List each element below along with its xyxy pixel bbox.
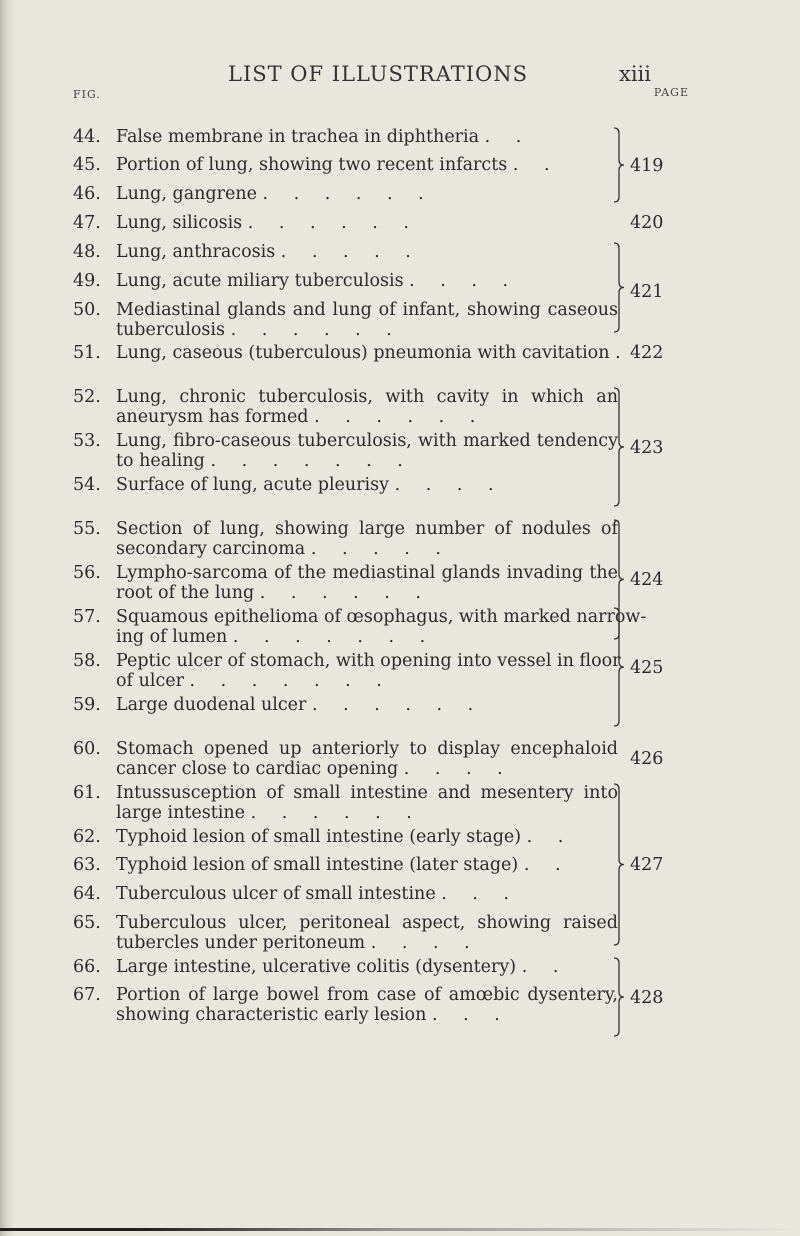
figure-number: 58. [73,651,101,671]
caption-text: Typhoid lesion of small intestine (later stage) [116,855,519,875]
caption-text: root of the lung [116,583,255,603]
figure-number: 51. [73,343,101,363]
caption-text: cancer close to cardiac opening [116,759,399,779]
figure-number: 52. [73,387,101,407]
caption-line: Mediastinal glands and lung of infant, showing caseous [116,300,618,320]
caption-line [116,884,519,904]
dot-leader: . . . . . . [314,407,486,427]
figure-number: 50. [73,300,101,320]
caption-text: of ulcer [116,671,184,691]
right-brace [612,127,626,203]
figure-number: 56. [73,563,101,583]
caption-text: Lung, anthracosis [116,242,276,262]
caption-line-continued [116,671,392,691]
page-column-heading: PAGE [653,86,689,99]
figure-number: 45. [73,155,101,175]
caption-text: to healing [116,451,205,471]
right-brace [612,957,626,1037]
caption-line-continued [116,539,451,559]
dot-leader: . . . . . [280,242,421,262]
caption-text: Tuberculous ulcer of small intestine [116,884,436,904]
page-number: xiii [619,62,651,86]
dot-leader: . . . . [409,271,519,291]
dot-leader: . . . . . . [262,184,434,204]
page-group [612,607,672,727]
caption-line: Lympho-sarcoma of the mediastinal glands invading the [116,563,618,583]
caption-text: Portion of lung, showing two recent infarcts [116,155,508,175]
figure-number: 55. [73,519,101,539]
figure-number: 57. [73,607,101,627]
dot-leader: . . . . . [310,539,451,559]
brace-path [614,608,624,726]
brace-path [614,128,624,202]
figure-number: 65. [73,913,101,933]
caption-line [116,213,419,233]
book-binding-shadow [0,0,14,1236]
dot-leader: . . . . . . . [210,451,413,471]
page-group [612,783,672,946]
dot-leader: . . . . [370,933,480,953]
figure-number: 53. [73,431,101,451]
caption-line-continued [116,320,402,340]
figure-number: 48. [73,242,101,262]
caption-text: tuberculosis [116,320,225,340]
brace-path [614,388,624,506]
fig-column-heading: FIG. [73,88,101,101]
caption-line: Peptic ulcer of stomach, with opening into vessel in floor [116,651,621,671]
caption-line-continued [116,627,435,647]
caption-line [116,127,531,147]
caption-text: Lung, caseous (tuberculous) pneumonia with cavitation [116,343,610,363]
group-page-reference: 424 [630,570,664,590]
caption-text: Lung, silicosis [116,213,243,233]
right-brace [612,387,626,507]
page-reference: 420 [630,213,664,233]
caption-line: Lung, fibro-caseous tuberculosis, with marked tendency [116,431,618,451]
right-brace [612,607,626,727]
dot-leader: . . [484,127,532,147]
brace-path [614,784,624,945]
caption-text: showing characteristic early lesion [116,1005,427,1025]
caption-text: Surface of lung, acute pleurisy [116,475,390,495]
figure-number: 44. [73,127,101,147]
right-brace [612,783,626,946]
figure-number: 47. [73,213,101,233]
caption-line [116,155,560,175]
caption-line-continued [116,759,513,779]
caption-line: Tuberculous ulcer, peritoneal aspect, showing raised [116,913,618,933]
dot-leader: . . . . [394,475,504,495]
caption-line [116,957,568,977]
dot-leader: . . . . . . [247,213,419,233]
right-brace [612,242,626,333]
figure-number: 66. [73,957,101,977]
caption-text: Typhoid lesion of small intestine (early stage) [116,827,522,847]
dot-leader: . . . . . . [259,583,431,603]
group-page-reference: 428 [630,988,664,1008]
dot-leader: . . . . [403,759,513,779]
caption-line: Lung, chronic tuberculosis, with cavity in which an [116,387,618,407]
caption-line [116,827,573,847]
dot-leader: . . [526,827,574,847]
dot-leader: . . . . . . . [232,627,436,647]
caption-line [116,343,631,363]
caption-text: large intestine [116,803,246,823]
caption-line: Section of lung, showing large number of nodules of [116,519,618,539]
page-reference: 422 [630,343,664,363]
caption-text: tubercles under peritoneum [116,933,366,953]
caption-text: ing of lumen [116,627,228,647]
figure-number: 49. [73,271,101,291]
caption-text: Lung, gangrene [116,184,257,204]
dot-leader: . . . . . . [250,803,422,823]
caption-line-continued [116,1005,510,1025]
group-page-reference: 423 [630,438,664,458]
dot-leader: . . [512,155,560,175]
dot-leader: . [615,343,631,363]
caption-line: Squamous epithelioma of œsophagus, with marked narrow- [116,607,647,627]
page-group [612,127,672,203]
group-page-reference: 421 [630,282,664,302]
caption-line-continued [116,933,480,953]
dot-leader: . . [521,957,569,977]
dot-leader: . . . . . . [230,320,402,340]
caption-text: Large intestine, ulcerative colitis (dysentery) [116,957,517,977]
caption-line: Stomach opened up anteriorly to display encephaloid [116,739,618,759]
dot-leader: . . . [441,884,520,904]
caption-line [116,242,421,262]
caption-line-continued [116,407,485,427]
figure-number: 67. [73,985,101,1005]
caption-line: Portion of large bowel from case of amœbic dysentery, [116,985,618,1005]
caption-line [116,271,518,291]
dot-leader: . . [523,855,571,875]
page-group [612,387,672,507]
group-page-reference: 419 [630,156,664,176]
group-page-reference: 427 [630,855,664,875]
caption-text: Large duodenal ulcer [116,695,307,715]
caption-line: Intussusception of small intestine and mesentery into [116,783,618,803]
page-group [612,242,672,333]
page-group [612,957,672,1037]
caption-text: secondary carcinoma [116,539,306,559]
figure-number: 46. [73,184,101,204]
caption-line [116,855,571,875]
dot-leader: . . . . . . . [189,671,392,691]
caption-line [116,184,434,204]
dot-leader: . . . [431,1005,510,1025]
dot-leader: . . . . . . [311,695,484,715]
page-bottom-edge [0,1228,800,1231]
figure-number: 64. [73,884,101,904]
figure-number: 59. [73,695,101,715]
caption-line-continued [116,583,431,603]
caption-line [116,695,483,715]
caption-line-continued [116,803,422,823]
figure-number: 60. [73,739,101,759]
figure-number: 61. [73,783,101,803]
page-title: LIST OF ILLUSTRATIONS [228,62,529,86]
figure-number: 62. [73,827,101,847]
figure-number: 63. [73,855,101,875]
figure-number: 54. [73,475,101,495]
brace-path [614,243,624,332]
page-reference: 426 [630,749,664,769]
caption-line [116,475,504,495]
caption-line-continued [116,451,413,471]
group-page-reference: 425 [630,658,664,678]
caption-text: False membrane in trachea in diphtheria [116,127,480,147]
caption-text: aneurysm has formed [116,407,309,427]
caption-text: Lung, acute miliary tuberculosis [116,271,404,291]
brace-path [614,958,624,1036]
